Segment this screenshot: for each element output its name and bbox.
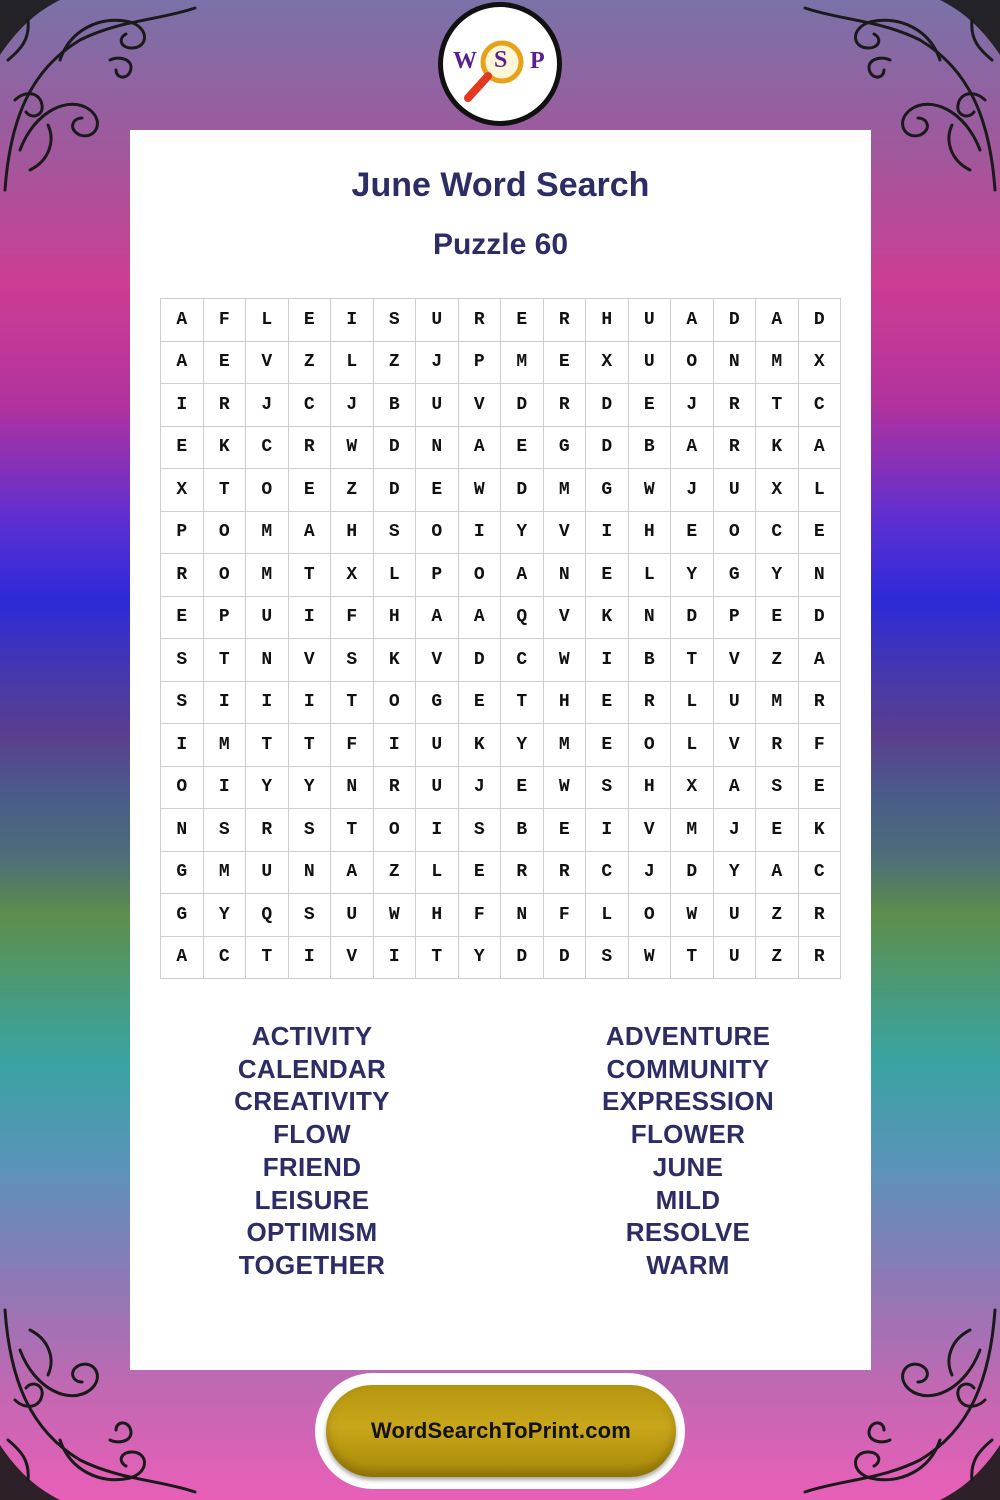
grid-cell: P (204, 597, 247, 640)
grid-cell: N (161, 809, 204, 852)
grid-cell: S (374, 299, 417, 342)
grid-cell: J (671, 384, 714, 427)
grid-cell: L (799, 469, 842, 512)
word-list-item: FLOWER (630, 1119, 746, 1150)
grid-cell: I (161, 724, 204, 767)
grid-cell: T (671, 937, 714, 980)
logo-letter-s: S (494, 47, 508, 73)
grid-cell: I (204, 767, 247, 810)
grid-cell: A (161, 299, 204, 342)
word-list-item: CALENDAR (237, 1053, 387, 1084)
grid-cell: M (756, 682, 799, 725)
grid-cell: H (629, 512, 672, 555)
grid-cell: E (671, 512, 714, 555)
grid-cell: X (671, 767, 714, 810)
grid-cell: F (799, 724, 842, 767)
grid-cell: V (416, 639, 459, 682)
grid-cell: A (756, 852, 799, 895)
website-banner-button[interactable] (326, 1385, 676, 1477)
grid-cell: V (629, 809, 672, 852)
grid-cell: A (331, 852, 374, 895)
grid-cell: A (501, 554, 544, 597)
grid-cell: G (416, 682, 459, 725)
grid-cell: Q (501, 597, 544, 640)
grid-cell: V (714, 639, 757, 682)
grid-cell: H (544, 682, 587, 725)
grid-cell: D (799, 597, 842, 640)
grid-cell: R (289, 427, 332, 470)
word-list-item: ADVENTURE (605, 1021, 771, 1051)
grid-cell: I (586, 809, 629, 852)
grid-cell: V (246, 342, 289, 385)
grid-cell: E (289, 299, 332, 342)
grid-cell: O (246, 469, 289, 512)
grid-cell: U (246, 852, 289, 895)
grid-cell: M (246, 554, 289, 597)
grid-cell: W (629, 469, 672, 512)
grid-cell: F (204, 299, 247, 342)
grid-cell: C (289, 384, 332, 427)
grid-cell: H (331, 512, 374, 555)
word-list-item: JUNE (652, 1151, 724, 1182)
grid-cell: I (246, 682, 289, 725)
grid-cell: S (586, 937, 629, 980)
grid-cell: S (756, 767, 799, 810)
grid-cell: H (586, 299, 629, 342)
grid-cell: B (501, 809, 544, 852)
grid-cell: A (756, 299, 799, 342)
grid-cell: E (586, 554, 629, 597)
grid-cell: U (714, 469, 757, 512)
grid-cell: J (714, 809, 757, 852)
grid-cell: V (289, 639, 332, 682)
grid-cell: E (501, 427, 544, 470)
grid-cell: O (374, 809, 417, 852)
grid-cell: Z (331, 469, 374, 512)
grid-cell: E (204, 342, 247, 385)
grid-cell: H (629, 767, 672, 810)
word-list-item: LEISURE (254, 1184, 370, 1215)
grid-cell: J (459, 767, 502, 810)
grid-cell: D (501, 384, 544, 427)
grid-cell: R (629, 682, 672, 725)
grid-cell: V (714, 724, 757, 767)
grid-cell: D (799, 299, 842, 342)
grid-cell: L (246, 299, 289, 342)
grid-cell: D (671, 852, 714, 895)
grid-cell: D (501, 937, 544, 980)
grid-cell: Y (671, 554, 714, 597)
grid-cell: N (331, 767, 374, 810)
grid-cell: B (629, 639, 672, 682)
grid-cell: U (629, 342, 672, 385)
grid-cell: G (161, 852, 204, 895)
grid-cell: T (331, 809, 374, 852)
grid-cell: V (544, 512, 587, 555)
grid-cell: F (544, 894, 587, 937)
grid-cell: O (459, 554, 502, 597)
grid-cell: T (671, 639, 714, 682)
grid-cell: E (756, 597, 799, 640)
grid-cell: I (204, 682, 247, 725)
grid-cell: R (544, 299, 587, 342)
grid-cell: T (204, 469, 247, 512)
grid-cell: T (246, 937, 289, 980)
grid-cell: I (459, 512, 502, 555)
grid-cell: Y (289, 767, 332, 810)
grid-cell: N (544, 554, 587, 597)
grid-cell: Y (756, 554, 799, 597)
grid-cell: I (416, 809, 459, 852)
grid-cell: U (629, 299, 672, 342)
grid-cell: L (374, 554, 417, 597)
word-list-item: RESOLVE (625, 1217, 751, 1248)
grid-cell: E (629, 384, 672, 427)
grid-cell: Z (756, 937, 799, 980)
grid-cell: U (714, 937, 757, 980)
grid-cell: L (671, 682, 714, 725)
grid-cell: D (374, 469, 417, 512)
grid-cell: U (416, 767, 459, 810)
grid-cell: D (671, 597, 714, 640)
grid-cell: V (544, 597, 587, 640)
website-link[interactable]: WordSearchToPrint.com (370, 1418, 632, 1443)
grid-cell: E (459, 852, 502, 895)
grid-cell: T (756, 384, 799, 427)
grid-cell: E (161, 597, 204, 640)
letter-grid (160, 298, 841, 979)
grid-cell: N (714, 342, 757, 385)
grid-cell: A (161, 937, 204, 980)
grid-cell: G (714, 554, 757, 597)
grid-cell: X (756, 469, 799, 512)
grid-cell: C (501, 639, 544, 682)
grid-cell: I (161, 384, 204, 427)
grid-cell: I (374, 724, 417, 767)
grid-cell: M (671, 809, 714, 852)
grid-cell: V (331, 937, 374, 980)
grid-cell: L (416, 852, 459, 895)
grid-cell: R (544, 384, 587, 427)
grid-cell: O (629, 724, 672, 767)
grid-cell: H (374, 597, 417, 640)
grid-cell: K (586, 597, 629, 640)
grid-cell: I (289, 597, 332, 640)
grid-cell: B (629, 427, 672, 470)
grid-cell: R (204, 384, 247, 427)
grid-cell: A (671, 299, 714, 342)
grid-cell: O (671, 342, 714, 385)
grid-cell: M (204, 852, 247, 895)
grid-cell: E (501, 767, 544, 810)
grid-cell: C (799, 384, 842, 427)
grid-cell: T (501, 682, 544, 725)
grid-cell: A (799, 639, 842, 682)
grid-cell: R (246, 809, 289, 852)
grid-cell: X (799, 342, 842, 385)
grid-cell: V (459, 384, 502, 427)
word-list-item: EXPRESSION (601, 1086, 775, 1117)
grid-cell: T (204, 639, 247, 682)
grid-cell: M (544, 724, 587, 767)
grid-cell: R (161, 554, 204, 597)
word-list-item: COMMUNITY (606, 1053, 770, 1084)
grid-cell: U (416, 384, 459, 427)
grid-cell: D (374, 427, 417, 470)
grid-cell: G (586, 469, 629, 512)
grid-cell: K (374, 639, 417, 682)
grid-cell: F (331, 724, 374, 767)
grid-cell: O (374, 682, 417, 725)
grid-cell: D (544, 937, 587, 980)
grid-cell: O (714, 512, 757, 555)
grid-cell: N (501, 894, 544, 937)
grid-cell: T (289, 724, 332, 767)
grid-cell: K (204, 427, 247, 470)
grid-cell: W (459, 469, 502, 512)
grid-cell: U (246, 597, 289, 640)
puzzle-number: Puzzle 60 (432, 228, 569, 261)
grid-cell: O (161, 767, 204, 810)
grid-cell: F (459, 894, 502, 937)
grid-cell: G (161, 894, 204, 937)
grid-cell: L (671, 724, 714, 767)
grid-cell: S (331, 639, 374, 682)
grid-cell: I (331, 299, 374, 342)
grid-cell: R (714, 427, 757, 470)
word-list-left-column (162, 1020, 462, 1282)
grid-cell: S (289, 809, 332, 852)
grid-cell: U (331, 894, 374, 937)
grid-cell: E (459, 682, 502, 725)
grid-cell: T (331, 682, 374, 725)
grid-cell: J (246, 384, 289, 427)
grid-cell: T (246, 724, 289, 767)
grid-cell: A (714, 767, 757, 810)
grid-cell: Q (246, 894, 289, 937)
grid-cell: M (204, 724, 247, 767)
grid-cell: C (586, 852, 629, 895)
grid-cell: T (289, 554, 332, 597)
grid-cell: D (586, 427, 629, 470)
grid-cell: H (416, 894, 459, 937)
grid-cell: R (799, 682, 842, 725)
grid-cell: F (331, 597, 374, 640)
grid-cell: M (756, 342, 799, 385)
grid-cell: I (374, 937, 417, 980)
word-list-item: MILD (655, 1184, 721, 1215)
grid-cell: S (204, 809, 247, 852)
grid-cell: Y (459, 937, 502, 980)
grid-cell: E (544, 809, 587, 852)
grid-cell: W (671, 894, 714, 937)
grid-cell: E (799, 767, 842, 810)
grid-cell: S (161, 639, 204, 682)
grid-cell: Z (756, 639, 799, 682)
word-list-item: OPTIMISM (246, 1217, 378, 1248)
wsp-logo[interactable] (438, 2, 562, 126)
grid-cell: K (799, 809, 842, 852)
grid-cell: A (799, 427, 842, 470)
grid-cell: A (416, 597, 459, 640)
grid-cell: R (374, 767, 417, 810)
grid-cell: Y (501, 512, 544, 555)
grid-cell: S (161, 682, 204, 725)
grid-cell: P (459, 342, 502, 385)
grid-cell: M (246, 512, 289, 555)
grid-cell: S (459, 809, 502, 852)
grid-cell: C (204, 937, 247, 980)
grid-cell: O (629, 894, 672, 937)
grid-cell: L (629, 554, 672, 597)
grid-cell: L (331, 342, 374, 385)
logo-letter-w: W (453, 48, 477, 74)
grid-cell: O (204, 554, 247, 597)
grid-cell: I (586, 512, 629, 555)
grid-cell: N (416, 427, 459, 470)
grid-cell: K (756, 427, 799, 470)
grid-cell: K (459, 724, 502, 767)
grid-cell: P (416, 554, 459, 597)
grid-cell: E (544, 342, 587, 385)
logo-letter-p: P (530, 48, 545, 74)
grid-cell: E (289, 469, 332, 512)
grid-cell: T (416, 937, 459, 980)
grid-cell: P (161, 512, 204, 555)
grid-cell: O (416, 512, 459, 555)
grid-cell: D (459, 639, 502, 682)
grid-cell: Y (204, 894, 247, 937)
grid-cell: I (586, 639, 629, 682)
word-list-item: FLOW (273, 1119, 351, 1150)
grid-cell: W (331, 427, 374, 470)
grid-cell: R (756, 724, 799, 767)
grid-cell: Z (374, 852, 417, 895)
word-list-right-column (538, 1020, 838, 1282)
grid-cell: E (799, 512, 842, 555)
grid-cell: C (799, 852, 842, 895)
grid-cell: W (374, 894, 417, 937)
grid-cell: B (374, 384, 417, 427)
grid-cell: J (416, 342, 459, 385)
grid-cell: P (714, 597, 757, 640)
grid-cell: Z (756, 894, 799, 937)
grid-cell: D (501, 469, 544, 512)
grid-cell: S (586, 767, 629, 810)
grid-cell: N (629, 597, 672, 640)
grid-cell: R (501, 852, 544, 895)
grid-cell: W (629, 937, 672, 980)
grid-cell: R (799, 937, 842, 980)
grid-cell: Y (714, 852, 757, 895)
grid-cell: R (544, 852, 587, 895)
grid-cell: A (459, 427, 502, 470)
grid-cell: E (586, 724, 629, 767)
grid-cell: J (629, 852, 672, 895)
grid-cell: A (459, 597, 502, 640)
grid-cell: X (161, 469, 204, 512)
grid-cell: R (459, 299, 502, 342)
grid-cell: R (799, 894, 842, 937)
grid-cell: E (416, 469, 459, 512)
grid-cell: X (331, 554, 374, 597)
grid-cell: O (204, 512, 247, 555)
grid-cell: I (289, 937, 332, 980)
grid-cell: X (586, 342, 629, 385)
grid-cell: U (714, 682, 757, 725)
grid-cell: A (289, 512, 332, 555)
grid-cell: L (586, 894, 629, 937)
word-list-item: TOGETHER (238, 1249, 386, 1280)
grid-cell: U (416, 724, 459, 767)
puzzle-title: June Word Search (351, 166, 650, 204)
grid-cell: E (501, 299, 544, 342)
grid-cell: E (756, 809, 799, 852)
grid-cell: U (714, 894, 757, 937)
grid-cell: J (671, 469, 714, 512)
grid-cell: S (289, 894, 332, 937)
grid-cell: G (544, 427, 587, 470)
grid-cell: E (161, 427, 204, 470)
grid-cell: W (544, 767, 587, 810)
grid-cell: N (289, 852, 332, 895)
grid-cell: A (161, 342, 204, 385)
grid-cell: D (586, 384, 629, 427)
grid-cell: Z (289, 342, 332, 385)
grid-cell: E (586, 682, 629, 725)
grid-cell: N (246, 639, 289, 682)
grid-cell: I (289, 682, 332, 725)
word-list-item: CREATIVITY (234, 1086, 390, 1117)
word-list-item: FRIEND (262, 1151, 362, 1182)
puzzle-card (130, 130, 871, 1370)
grid-cell: W (544, 639, 587, 682)
grid-cell: M (544, 469, 587, 512)
grid-cell: Y (501, 724, 544, 767)
grid-cell: U (416, 299, 459, 342)
word-list (130, 1020, 871, 1290)
grid-cell: R (714, 384, 757, 427)
grid-cell: S (374, 512, 417, 555)
grid-cell: Z (374, 342, 417, 385)
grid-cell: M (501, 342, 544, 385)
grid-cell: C (246, 427, 289, 470)
word-list-item: ACTIVITY (251, 1021, 373, 1051)
grid-cell: J (331, 384, 374, 427)
grid-cell: Y (246, 767, 289, 810)
grid-cell: A (671, 427, 714, 470)
grid-cell: D (714, 299, 757, 342)
grid-cell: C (756, 512, 799, 555)
word-list-item: WARM (646, 1249, 730, 1280)
grid-cell: N (799, 554, 842, 597)
